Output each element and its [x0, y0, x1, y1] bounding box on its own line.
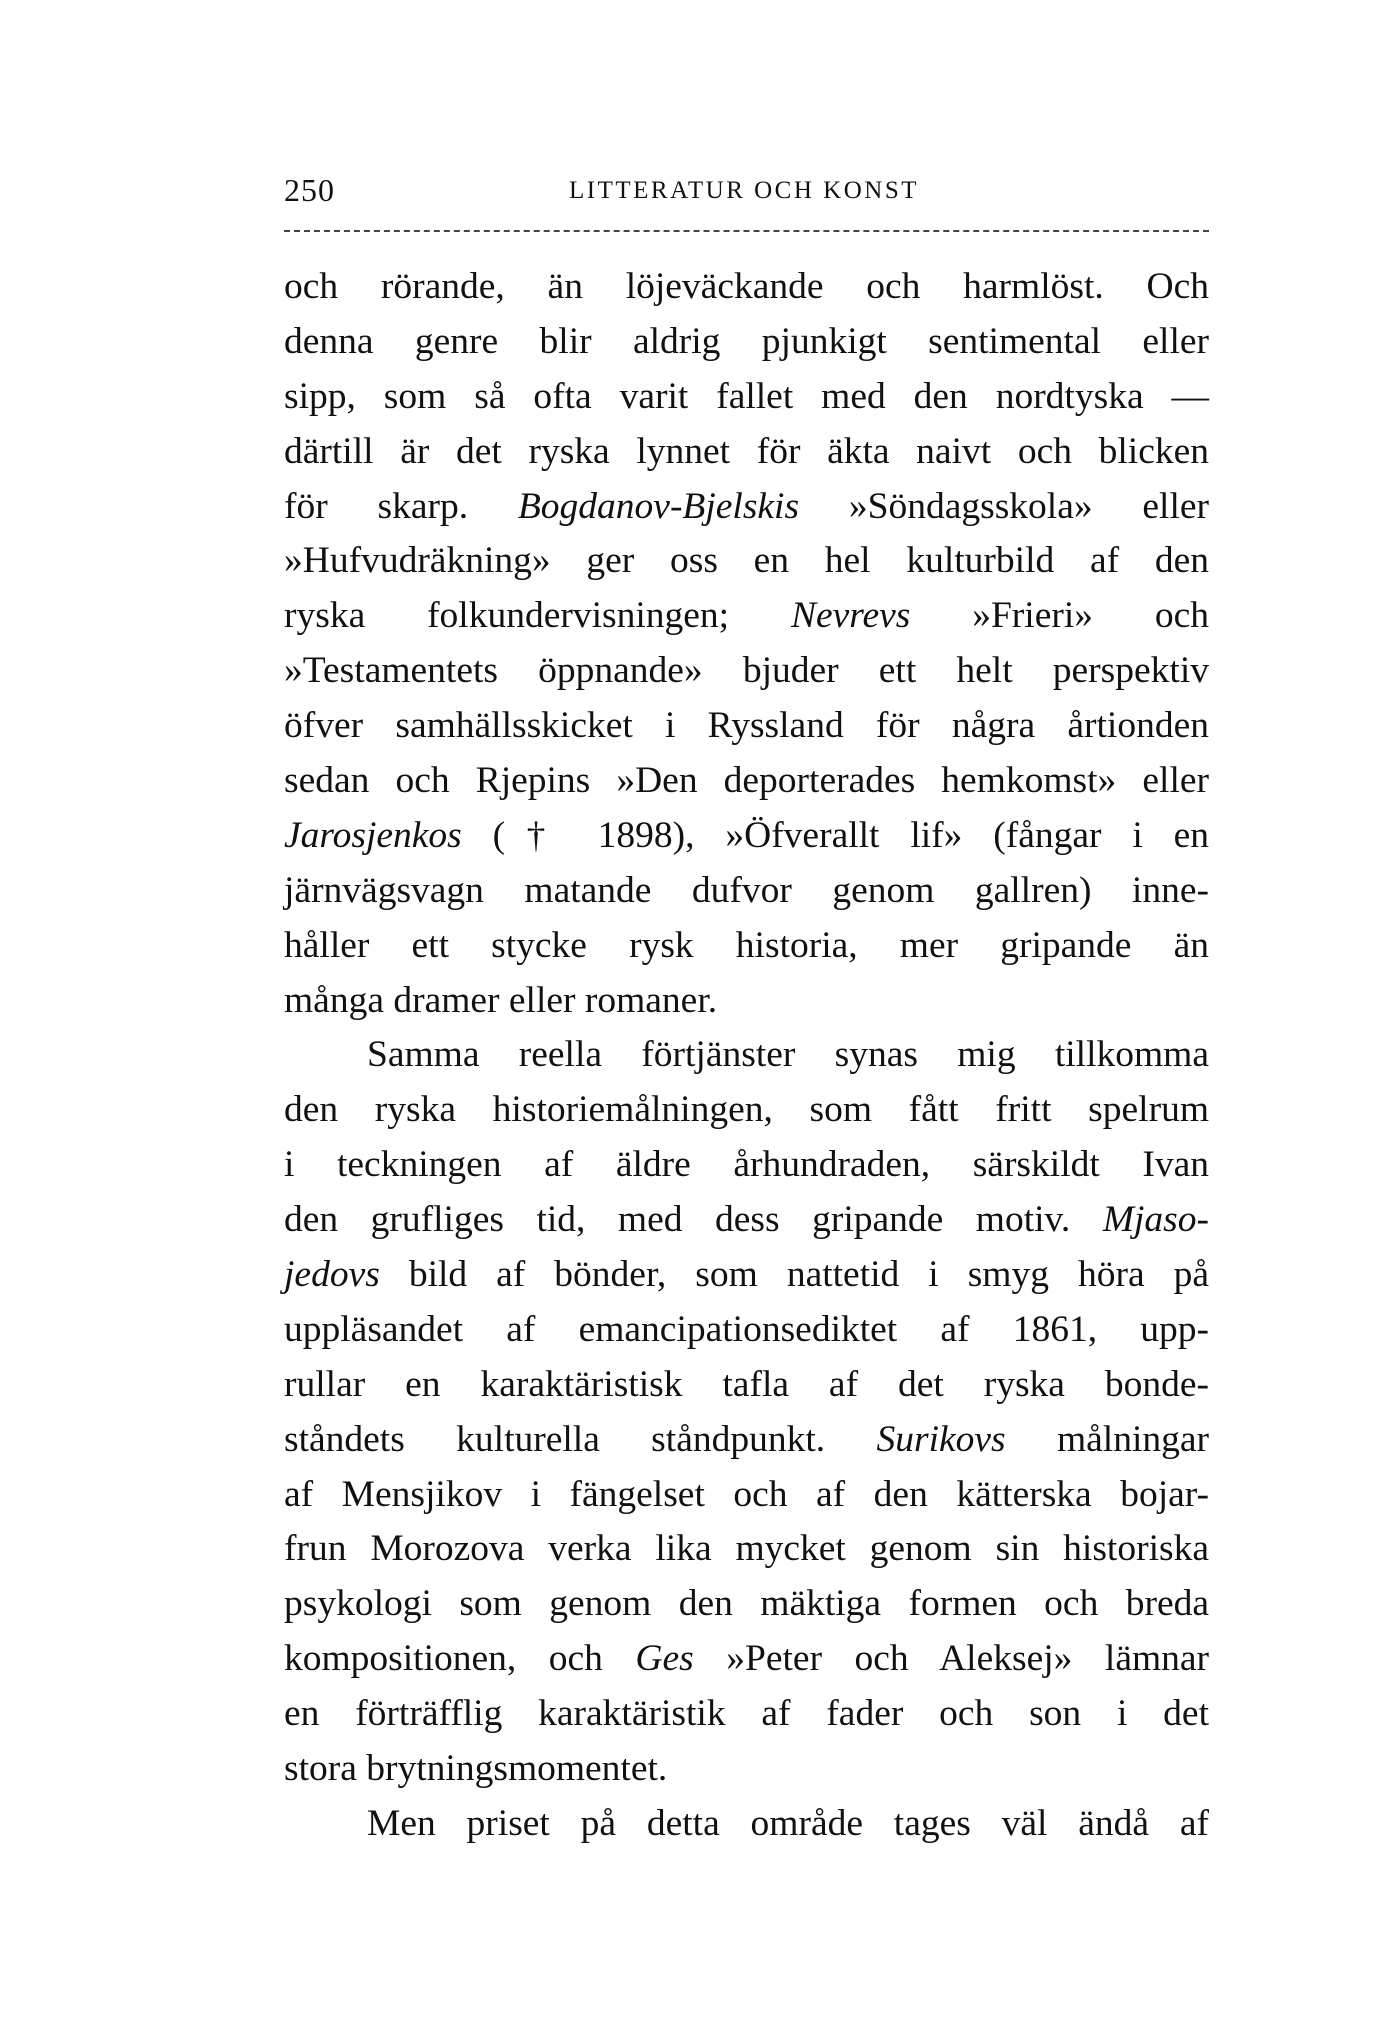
- running-head: LITTERATUR OCH KONST: [569, 177, 919, 204]
- text-line: sipp, som så ofta varit fallet med den nordtyska —: [284, 375, 1209, 417]
- text-line: sedan och Rjepins »Den deporterades hemkomst» eller: [284, 760, 1209, 802]
- text-line: stora brytningsmomentet.: [284, 1748, 668, 1790]
- text-line: [284, 1193, 1209, 1248]
- artist-name: jedovs: [284, 1254, 380, 1296]
- artist-name: Nevrevs: [790, 595, 911, 637]
- text-run: ståndets kulturella ståndpunkt.: [284, 1418, 826, 1460]
- artist-name: Bogdanov-Bjelskis: [517, 485, 800, 527]
- artist-name: Surikovs: [876, 1418, 1006, 1460]
- text-line: [284, 1248, 1209, 1303]
- text-run: kompositionen, och: [284, 1638, 603, 1680]
- text-line: [284, 589, 1209, 644]
- text-line: rullar en karaktäristisk tafla af det ryska bonde-: [284, 1363, 1209, 1405]
- text-line: järnvägsvagn matande dufvor genom gallren) inne-: [284, 869, 1209, 911]
- text-line: Men priset på detta område tages väl ändå af: [367, 1802, 1209, 1844]
- text-run: »Söndagsskola» eller: [848, 485, 1210, 527]
- text-line: [284, 1632, 1209, 1687]
- text-run: för skarp.: [284, 485, 469, 527]
- page-number: 250: [284, 172, 335, 208]
- text-line: psykologi som genom den mäktiga formen och breda: [284, 1583, 1209, 1625]
- body-text: [284, 260, 1209, 1852]
- text-line: uppläsandet af emancipationsediktet af 1861, upp-: [284, 1308, 1209, 1350]
- text-run: målningar: [1056, 1418, 1210, 1460]
- text-line: denna genre blir aldrig pjunkigt sentimental eller: [284, 320, 1209, 362]
- text-run: bild af bönder, som nattetid i smyg höra på: [408, 1254, 1209, 1296]
- text-line: [284, 480, 1209, 535]
- text-run: »Frieri» och: [972, 595, 1209, 637]
- text-line: många dramer eller romaner.: [284, 979, 718, 1021]
- artist-name: Ges: [635, 1638, 694, 1680]
- text-line: håller ett stycke rysk historia, mer gripande än: [284, 924, 1209, 966]
- text-line: därtill är det ryska lynnet för äkta naivt och blicken: [284, 430, 1209, 472]
- text-line: af Mensjikov i fängelset och af den kätterska bojar-: [284, 1473, 1209, 1515]
- text-line: i teckningen af äldre århundraden, särskildt Ivan: [284, 1144, 1209, 1186]
- artist-name: Mjaso-: [1102, 1199, 1209, 1241]
- text-line: »Hufvudräkning» ger oss en hel kulturbild af den: [284, 540, 1209, 582]
- text-line: [284, 1413, 1209, 1468]
- text-line: »Testamentets öppnande» bjuder ett helt perspektiv: [284, 650, 1209, 692]
- text-line: öfver samhällsskicket i Ryssland för några årtionden: [284, 705, 1209, 747]
- page-header: [284, 170, 1209, 210]
- text-run: den grufliges tid, med dess gripande motiv.: [284, 1199, 1071, 1241]
- artist-name: Jarosjenkos: [284, 814, 462, 856]
- text-line: en förträfflig karaktäristik af fader och son i det: [284, 1693, 1209, 1735]
- text-line: den ryska historiemålningen, som fått fritt spelrum: [284, 1089, 1209, 1131]
- text-run: († 1898), »Öfverallt lif» (fångar i en: [492, 814, 1210, 856]
- text-line: [284, 809, 1209, 864]
- text-line: Samma reella förtjänster synas mig tillkomma: [367, 1034, 1209, 1076]
- text-line: frun Morozova verka lika mycket genom sin historiska: [284, 1528, 1209, 1570]
- text-line: och rörande, än löjeväckande och harmlöst. Och: [284, 266, 1209, 307]
- text-run: »Peter och Aleksej» lämnar: [726, 1638, 1210, 1680]
- header-rule: [284, 230, 1209, 232]
- text-run: ryska folkundervisningen;: [284, 595, 730, 637]
